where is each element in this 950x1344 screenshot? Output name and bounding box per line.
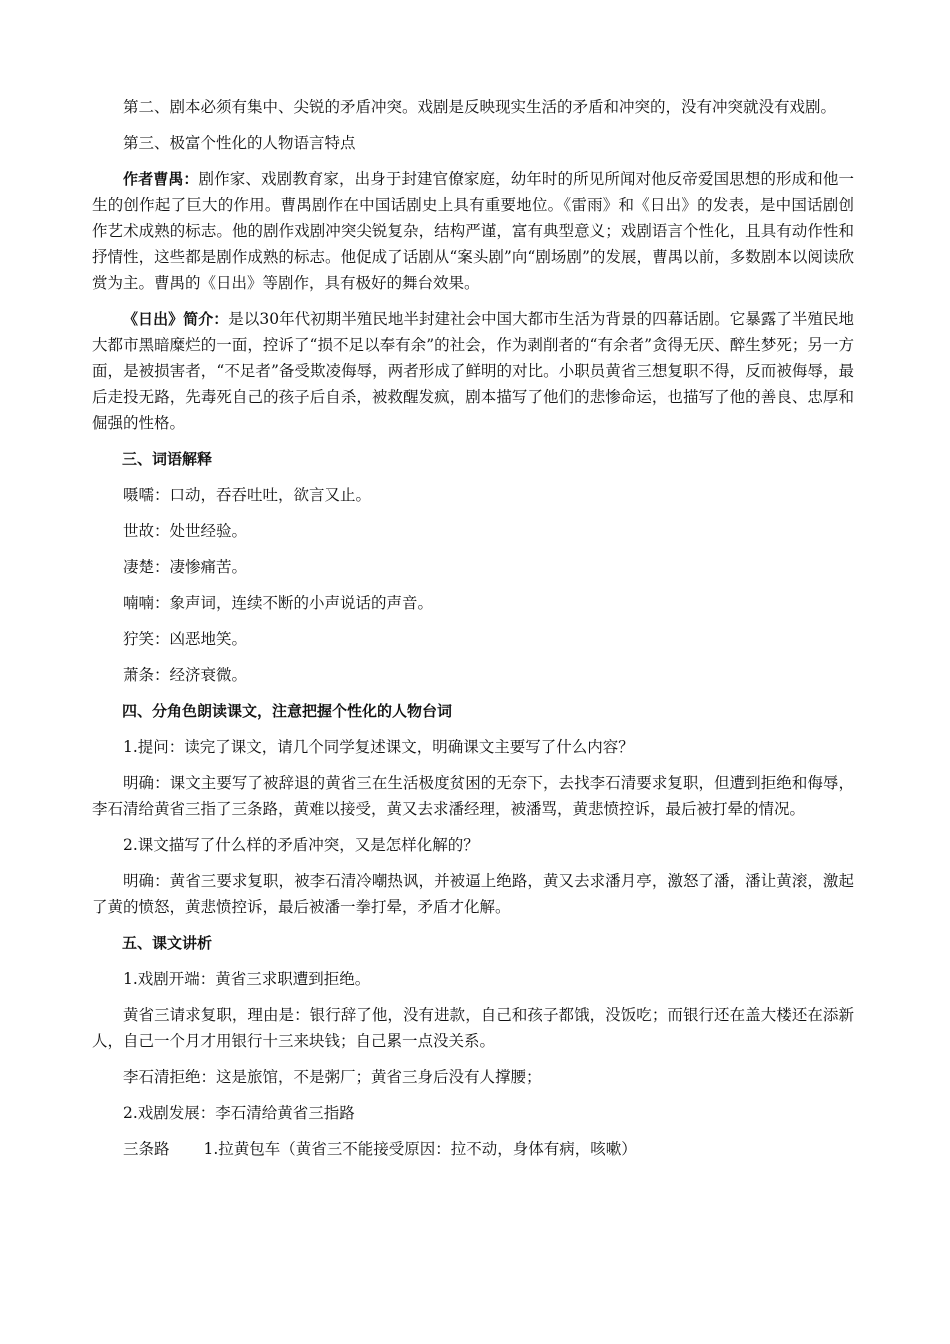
three-roads-label: 三条路 [123,1140,170,1158]
vocab-item: 萧条：经济衰微。 [123,666,248,684]
answer-2: 明确：黄省三要求复职，被李石清冷嘲热讽，并被逼上绝路，黄又去求潘月亭，激怒了潘，潘让黄滚，激起了黄的愤怒，黄悲愤控诉，最后被潘一拳打晕，矛盾才化解。 [92,872,854,916]
paragraph-conflict: 第二、剧本必须有集中、尖锐的矛盾冲突。戏剧是反映现实生活的矛盾和冲突的，没有冲突就没有戏剧。 [123,98,837,116]
analysis-opening-reason: 黄省三请求复职，理由是：银行辞了他，没有进款，自己和孩子都饿，没饭吃；而银行还在盖大楼还在添新人，自己一个月才用银行十三来块钱；自己累一点没关系。 [92,1006,854,1050]
paragraph-language: 第三、极富个性化的人物语言特点 [123,134,356,152]
richu-text: 是以30年代初期半殖民地半封建社会中国大都市生活为背景的四幕话剧。它暴露了半殖民地大都市黑暗糜烂的一面，控诉了“损不足以奉有余”的社会，作为剥削者的“有余者”贪得无厌、醉生梦死；另一方面，是被损害者，“不足者”备受欺凌侮辱，两者形成了鲜明的对比。小职员黄省三想复职不得，反而被侮辱，最后走投无路，先毒死自己的孩子后自杀，被救醒发疯，剧本描写了他们的悲惨命运，也描写了他的善良、忠厚和倔强的性格。 [92,310,854,432]
vocab-item: 嗫嚅：口动，吞吞吐吐，欲言又止。 [123,486,372,504]
vocab-item: 狞笑：凶恶地笑。 [123,630,248,648]
three-roads-line [92,1136,854,1162]
vocab-item: 世故：处世经验。 [123,522,248,540]
analysis-opening: 1.戏剧开端：黄省三求职遭到拒绝。 [123,970,371,988]
author-term: 作者曹禺： [123,170,199,188]
document-body [92,94,854,1172]
author-text: 剧作家、戏剧教育家，出身于封建官僚家庭，幼年时的所见所闻对他反帝爱国思想的形成和他一生的创作起了巨大的作用。曹禺剧作在中国话剧史上具有重要地位。《雷雨》和《日出》的发表，是中国话剧创作艺术成熟的标志。他的剧作戏剧冲突尖锐复杂，结构严谨，富有典型意义；戏剧语言个性化，且具有动作性和抒情性，这些都是剧作成熟的标志。他促成了话剧从“案头剧”向“剧场剧”的发展，曹禺以前，多数剧本以阅读欣赏为主。曹禺的《日出》等剧作，具有极好的舞台效果。 [92,170,854,292]
section-heading-reading: 四、分角色朗读课文，注意把握个性化的人物台词 [122,702,453,720]
paragraph-author [92,166,854,296]
analysis-opening-refusal: 李石清拒绝：这是旅馆，不是粥厂；黄省三身后没有人撑腰； [123,1068,542,1086]
vocab-item: 喃喃：象声词，连续不断的小声说话的声音。 [123,594,434,612]
analysis-development: 2.戏剧发展：李石清给黄省三指路 [123,1104,355,1122]
question-1: 1.提问：读完了课文，请几个同学复述课文，明确课文主要写了什么内容？ [123,738,634,756]
section-heading-analysis: 五、课文讲析 [122,934,213,952]
vocab-item: 凄楚：凄惨痛苦。 [123,558,248,576]
richu-term: 《日出》简介： [123,310,229,328]
question-2: 2.课文描写了什么样的矛盾冲突，又是怎样化解的？ [123,836,479,854]
answer-1: 明确：课文主要写了被辞退的黄省三在生活极度贫困的无奈下，去找李石清要求复职，但遭到拒绝和侮辱，李石清给黄省三指了三条路，黄难以接受，黄又去求潘经理，被潘骂，黄悲愤控诉，最后被打晕的情况。 [92,774,854,818]
road-1: 1.拉黄包车（黄省三不能接受原因：拉不动，身体有病，咳嗽） [203,1140,637,1158]
section-heading-vocabulary: 三、词语解释 [122,450,213,468]
paragraph-richu [92,306,854,436]
